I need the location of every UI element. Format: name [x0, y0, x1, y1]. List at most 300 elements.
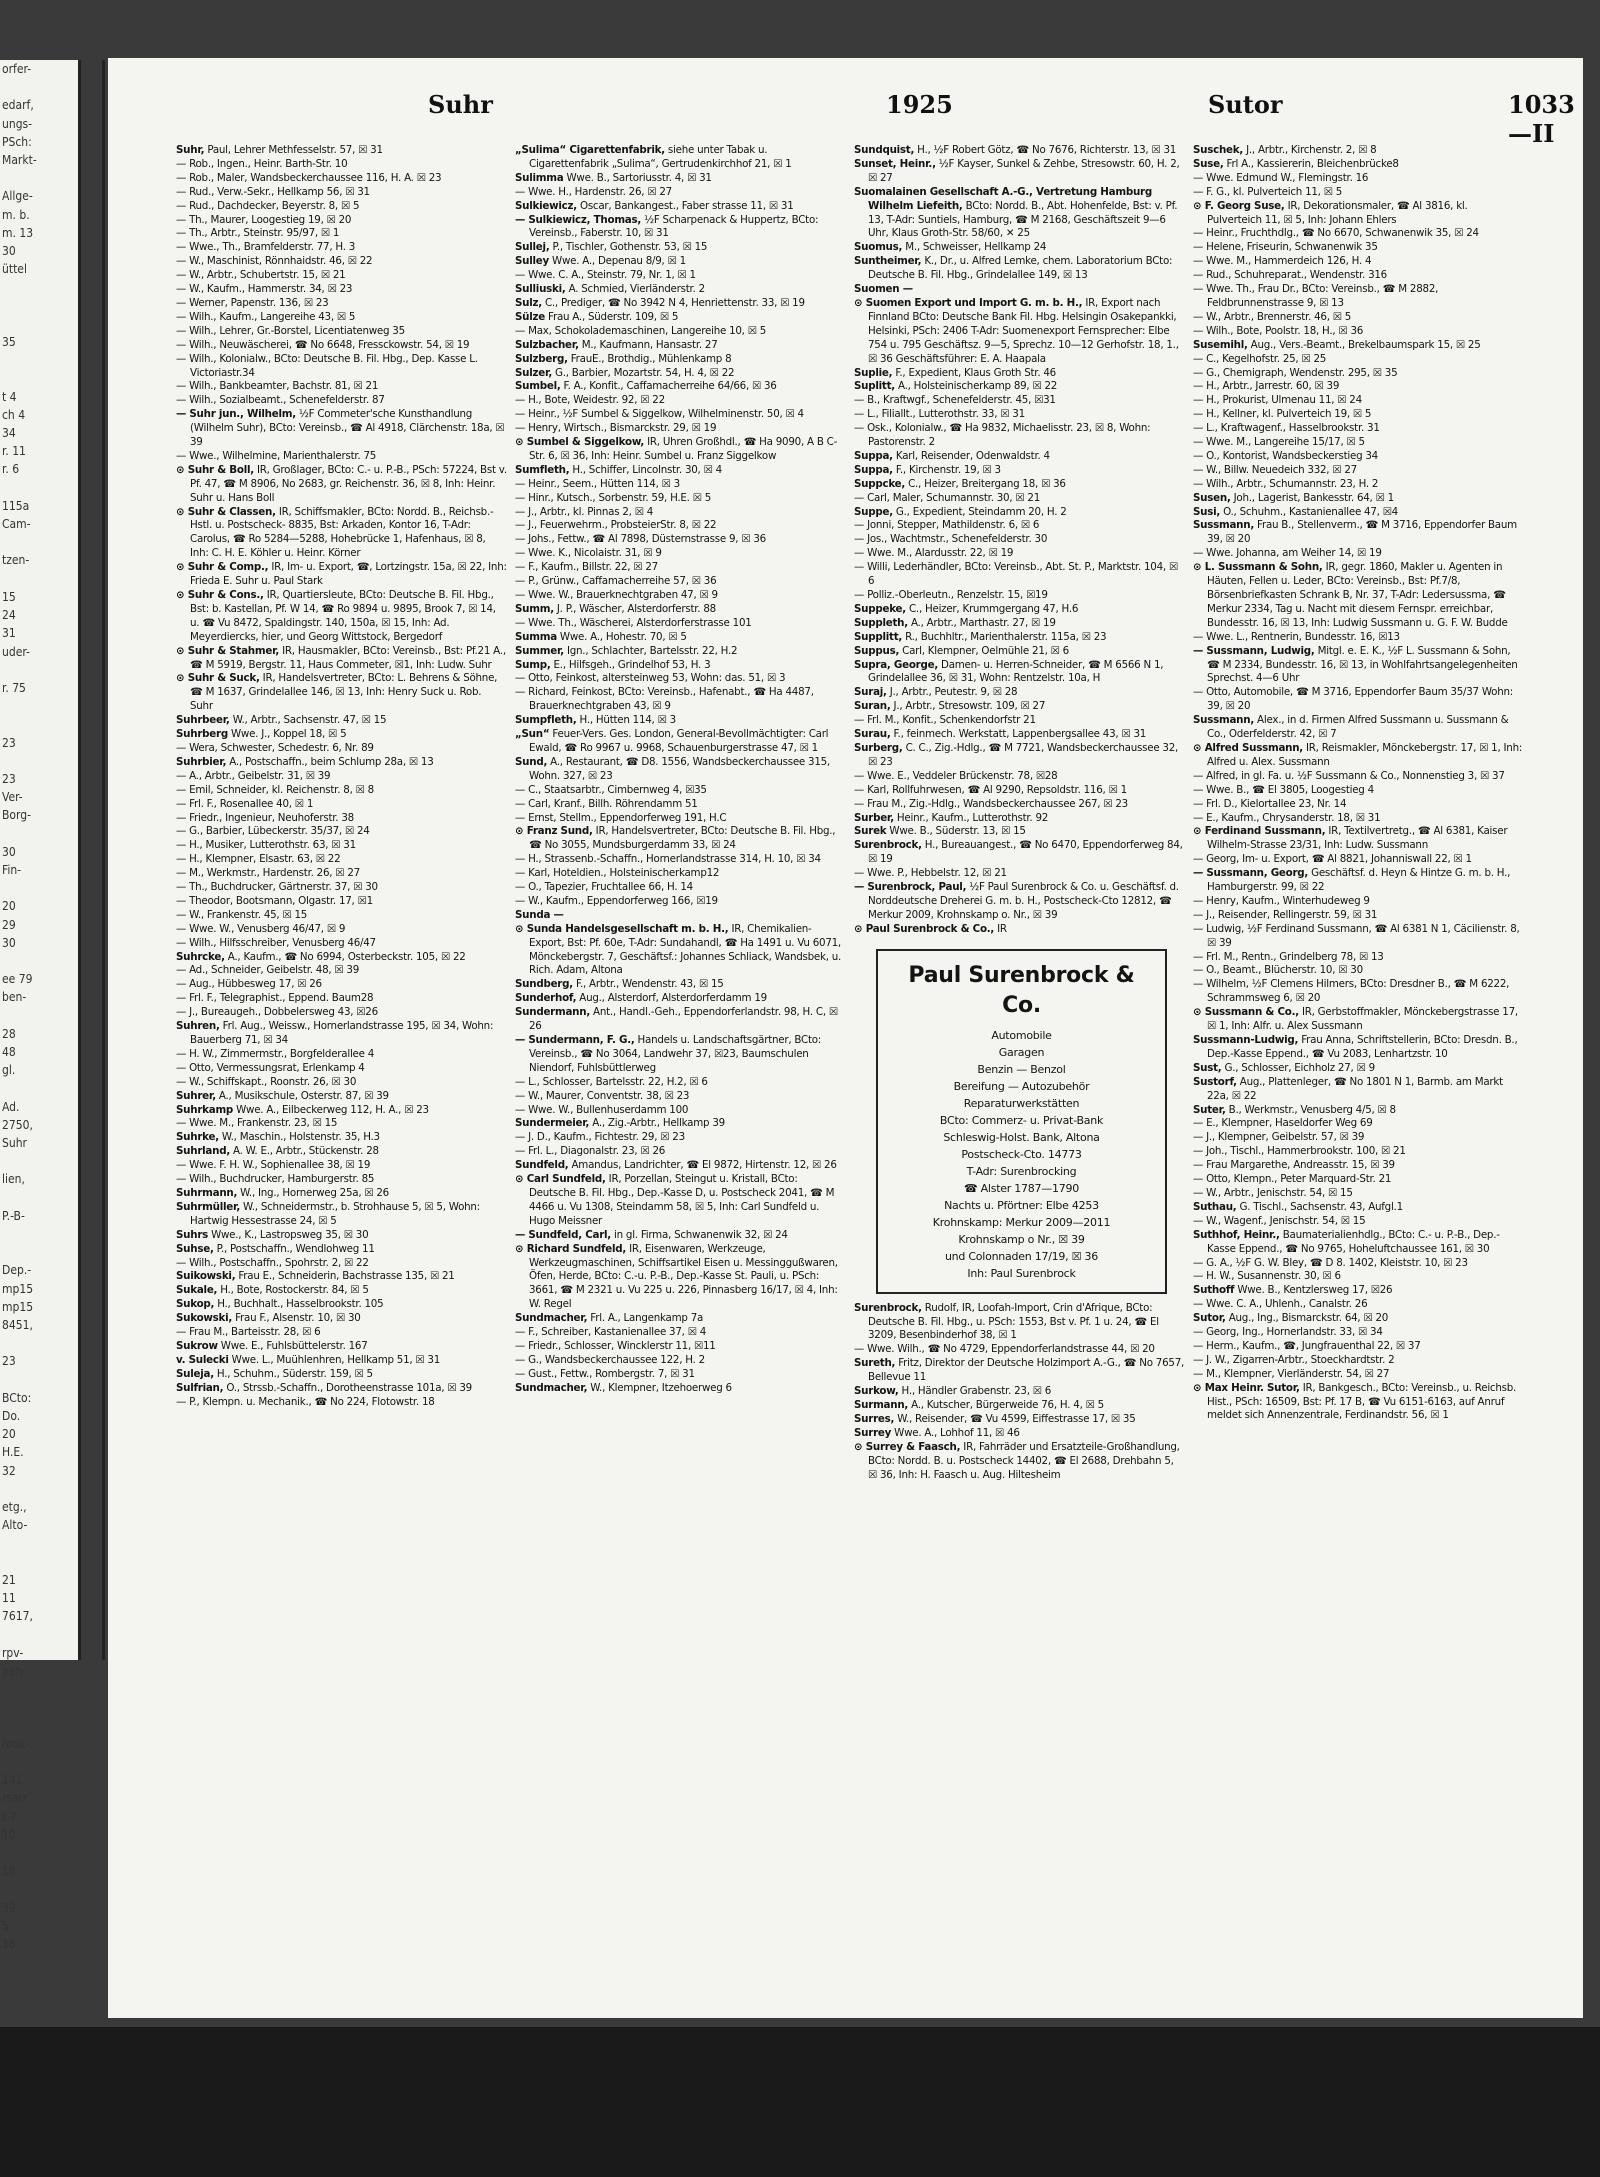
directory-entry — [515, 547, 846, 561]
previous-page-fragment: rsatr — [2, 1791, 28, 1806]
directory-entry — [1193, 853, 1524, 867]
directory-entry — [1193, 325, 1524, 339]
entry-details: — Henry, Kaufm., Winterhudeweg 9 — [1193, 894, 1370, 907]
directory-entry — [1193, 255, 1524, 269]
directory-entry — [1193, 867, 1524, 895]
entry-details: — Otto, Vermessungsrat, Erlenkamp 4 — [176, 1061, 365, 1074]
entry-name: Susen, — [1193, 491, 1231, 504]
entry-details: J. P., Wäscher, Alsterdorferstr. 88 — [553, 602, 716, 615]
entry-details: — W., Schiffskapt., Roonstr. 26, ☒ 30 — [176, 1075, 357, 1088]
entry-details: — Karl, Rollfuhrwesen, ☎ Al 9290, Repsoldstr. 116, ☒ 1 — [854, 783, 1127, 796]
entry-details: H., Schiffer, Lincolnstr. 30, ☒ 4 — [569, 463, 722, 476]
previous-page-fragment: 5 — [2, 1918, 9, 1933]
previous-page-fragment: m. 13 — [2, 225, 34, 240]
entry-details: — W., Maurer, Conventstr. 38, ☒ 23 — [515, 1089, 690, 1102]
entry-details: — Wwe., Wilhelmine, Marienthalerstr. 75 — [176, 449, 377, 462]
entry-name: ⊙ Sussmann & Co., — [1193, 1006, 1299, 1019]
directory-entry — [854, 812, 1185, 826]
entry-name: Suhrland, — [176, 1145, 230, 1158]
entry-name: Sunda — — [515, 908, 564, 921]
directory-entry — [176, 214, 507, 228]
directory-entry — [1193, 547, 1524, 561]
entry-details: Frl A., Kassiererin, Bleichenbrücke8 — [1223, 157, 1399, 170]
entry-name: Suomen — — [854, 283, 913, 296]
directory-entry — [1193, 1117, 1524, 1131]
directory-entry — [515, 380, 846, 394]
entry-details: B., Werkmstr., Venusberg 4/5, ☒ 8 — [1225, 1103, 1396, 1116]
entry-details: — Jonni, Stepper, Mathildenstr. 6, ☒ 6 — [854, 519, 1040, 532]
directory-entry — [1193, 1354, 1524, 1368]
previous-page-fragment: rpv- — [2, 1645, 24, 1660]
directory-entry — [1193, 241, 1524, 255]
entry-details: — H. W., Susannenstr. 30, ☒ 6 — [1193, 1270, 1341, 1283]
entry-name: Supra, George, — [854, 658, 938, 671]
entry-name: ⊙ Paul Surenbrock & Co., — [854, 922, 995, 935]
entry-name: Sukale, — [176, 1284, 218, 1297]
directory-entry — [515, 186, 846, 200]
directory-entry — [515, 798, 846, 812]
entry-details: — Wwe. C. A., Uhlenh., Canalstr. 26 — [1193, 1298, 1368, 1311]
directory-entry — [854, 770, 1185, 784]
entry-name: Suntheimer, — [854, 255, 922, 268]
previous-page-fragment — [0, 1225, 78, 1243]
entry-details: — W., Arbtr., Brennerstr. 46, ☒ 5 — [1193, 310, 1352, 323]
entry-name: — Surenbrock, Paul, — [854, 881, 967, 894]
entry-details: — O., Kontorist, Wandsbeckerstieg 34 — [1193, 449, 1378, 462]
directory-entry — [854, 255, 1185, 283]
page-header — [258, 90, 1575, 148]
previous-page-fragment: 23 — [2, 735, 16, 750]
entry-details: O., Strssb.-Schaffn., Dorotheenstrasse 101a, ☒ 39 — [223, 1381, 472, 1394]
entry-details: — Frl. M., Rentn., Grindelberg 78, ☒ 13 — [1193, 950, 1384, 963]
entry-name: — Sulkiewicz, Thomas, — [515, 213, 642, 226]
advertisement-line: Benzin — Benzol — [977, 1062, 1066, 1076]
entry-details: — Wwe. M., Alardusstr. 22, ☒ 19 — [854, 547, 1014, 560]
entry-name: Sukrow — [176, 1339, 218, 1352]
previous-page-fragment: rook- — [2, 1736, 30, 1751]
entry-details: ½F Scharpenack & Huppertz, BCto: Vereinsb., Faberstr. 10, ☒ 31 — [529, 213, 819, 240]
entry-details: — Max, Schokolademaschinen, Langereihe 10, ☒ 5 — [515, 324, 767, 337]
entry-details: IR, Eisenwaren, Werkzeuge, Werkzeugmaschinen, Schiffsartikel Eisen u. Messinggußwaren, Öfen, Herde, BCto: C.-u. P.-B., Dep.-Kasse St. Pauli, u. PSch: 3661, ☎ M 2321 u. Vu 225 u. 226, Pinnasberg 16/17, ☒ 4, Inh: W. Regel — [529, 1242, 838, 1311]
directory-entry — [176, 756, 507, 770]
directory-entry — [1193, 464, 1524, 478]
advertisement-line: Inh: Paul Surenbrock — [967, 1266, 1076, 1280]
entry-name: ⊙ Ferdinand Sussmann, — [1193, 825, 1326, 838]
directory-entry — [176, 380, 507, 394]
directory-entry — [854, 422, 1185, 450]
entry-details: F., Kirchenstr. 19, ☒ 3 — [892, 463, 1001, 476]
previous-page-fragment — [0, 1152, 78, 1170]
directory-entry — [515, 825, 846, 853]
entry-details: — H., Musiker, Lutterothstr. 63, ☒ 31 — [176, 839, 356, 852]
directory-entry — [515, 728, 846, 756]
previous-page-fragment: BCto: — [2, 1390, 32, 1405]
directory-entry — [176, 506, 507, 562]
entry-details: — Wwe. L., Rentnerin, Bundesstr. 16, ☒13 — [1193, 630, 1400, 643]
entry-name: Suppus, — [854, 644, 900, 657]
directory-entry — [176, 951, 507, 965]
previous-page-fragment — [0, 278, 78, 296]
directory-entry — [515, 1034, 846, 1076]
entry-name: Sulliuski, — [515, 283, 566, 296]
entry-name: Sundermann, — [515, 1006, 591, 1019]
directory-entry — [1193, 158, 1524, 172]
directory-entry — [176, 353, 507, 381]
directory-entry — [515, 1382, 846, 1396]
previous-page-fragment — [0, 661, 78, 679]
entry-name: Sulkiewicz, — [515, 199, 577, 212]
entry-details: in gl. Firma, Schwanenwik 32, ☒ 24 — [610, 1228, 788, 1241]
previous-page-fragment — [0, 1371, 78, 1389]
directory-entry — [1193, 909, 1524, 923]
entry-name: ⊙ F. Georg Suse, — [1193, 199, 1285, 212]
previous-page-fragment — [0, 533, 78, 551]
directory-entry — [1193, 964, 1524, 978]
entry-details: — J. D., Kaufm., Fichtestr. 29, ☒ 23 — [515, 1131, 685, 1144]
entry-details: — Frl. L., Diagonalstr. 23, ☒ 26 — [515, 1145, 666, 1158]
directory-entry — [1193, 561, 1524, 631]
entry-details: A., Postschaffn., beim Schlump 28a, ☒ 13 — [226, 755, 434, 768]
directory-entry — [176, 909, 507, 923]
previous-page-fragment: edarf, — [2, 98, 34, 113]
advertisement-title: Paul Surenbrock & Co. — [908, 962, 1135, 1018]
entry-name: Sukop, — [176, 1298, 215, 1311]
previous-page-fragment: 28 — [2, 1026, 16, 1041]
directory-entry — [176, 1159, 507, 1173]
entry-details: Wwe. A., Hohestr. 70, ☒ 5 — [556, 630, 687, 643]
directory-entry — [854, 297, 1185, 367]
entry-name: Sulz, — [515, 296, 542, 309]
directory-entry — [176, 770, 507, 784]
entry-details: F., Expedient, Klaus Groth Str. 46 — [892, 366, 1056, 379]
directory-entry — [176, 144, 507, 158]
directory-entry — [176, 1145, 507, 1159]
entry-name: Surberg, — [854, 741, 903, 754]
entry-details: IR, Textilvertretg., ☎ Al 6381, Kaiser Wilhelm-Strasse 23/31, Inh: Ludw. Sussmann — [1207, 825, 1508, 852]
entry-name: Suhse, — [176, 1242, 214, 1255]
entry-details: — G. A., ½F G. W. Bley, ☎ D 8. 1402, Kleiststr. 10, ☒ 23 — [1193, 1256, 1468, 1269]
previous-page-fragment: uder- — [2, 644, 30, 659]
entry-details: — W., Arbtr., Jenischstr. 54, ☒ 15 — [1193, 1186, 1353, 1199]
entry-details: Wwe. E., Fuhlsbüttelerstr. 167 — [217, 1339, 368, 1352]
directory-entry — [854, 1399, 1185, 1413]
entry-details: — W., Kaufm., Hammerstr. 34, ☒ 23 — [176, 283, 353, 296]
entry-details: — Wera, Schwester, Schedestr. 6, Nr. 89 — [176, 741, 374, 754]
directory-entry — [515, 909, 846, 923]
entry-details: — H., Klempner, Elsastr. 63, ☒ 22 — [176, 853, 341, 866]
entry-name: Sund, — [515, 755, 548, 768]
column-1 — [176, 144, 507, 1482]
entry-name: „Sulima“ Cigarettenfabrik, — [515, 144, 665, 156]
directory-entry — [176, 1243, 507, 1257]
entry-details: — Georg, Ing., Hornerlandstr. 33, ☒ 34 — [1193, 1326, 1383, 1339]
entry-details: — Herm., Kaufm., ☎, Jungfrauenthal 22, ☒ 37 — [1193, 1339, 1421, 1352]
directory-page — [108, 58, 1583, 2018]
directory-entry — [515, 631, 846, 645]
previous-page-fragment: t.7 — [2, 1809, 17, 1824]
entry-details: IR, Dekorationsmaler, ☎ Al 3816, kl. Pulverteich 11, ☒ 5, Inh: Johann Ehlers — [1207, 199, 1468, 226]
previous-page-fragment: gl. — [2, 1063, 16, 1078]
directory-entry — [176, 672, 507, 714]
entry-details: — Ernst, Stellm., Eppendorferweg 191, H.C — [515, 811, 727, 824]
directory-entry — [176, 1076, 507, 1090]
entry-details: — Frl. D., Kielortallee 23, Nr. 14 — [1193, 797, 1347, 810]
entry-details: — J., Feuerwehrm., ProbsteierStr. 8, ☒ 22 — [515, 519, 717, 532]
directory-entry — [1193, 1229, 1524, 1257]
entry-details: W., Reisender, ☎ Vu 4599, Eiffestrasse 17, ☒ 35 — [894, 1412, 1136, 1425]
entry-details: IR, Großlager, BCto: C.- u. P.-B., PSch: 57224, Bst v. Pf. 47, ☎ M 8906, No 2683, gr. Reichenstr. 36, ☒ 8, Inh: Heinr. Suhr u. Hans Boll — [190, 463, 507, 504]
previous-page-fragment: r. 75 — [2, 680, 26, 695]
entry-name: ⊙ Suhr & Stahmer, — [176, 644, 280, 657]
previous-page-fragment — [0, 1844, 78, 1862]
entry-name: ⊙ Franz Sund, — [515, 825, 593, 838]
entry-details: Mitgl. e. E. K., ½F L. Sussmann & Sohn, ☎ M 2334, Bundesstr. 16, ☒ 13, in Wohlfahrtsangelegenheiten Sprechst. 4—6 Uhr — [1207, 644, 1518, 685]
entry-name: Sullej, — [515, 241, 550, 254]
entry-details: — Wwe. E., Veddeler Brückenstr. 78, ☒28 — [854, 769, 1058, 782]
directory-entry — [1193, 798, 1524, 812]
entry-name: Suppcke, — [854, 477, 906, 490]
directory-entry — [854, 1385, 1185, 1399]
entry-name: Suhr, — [176, 144, 205, 156]
directory-entry — [1193, 1159, 1524, 1173]
directory-entry — [176, 937, 507, 951]
entry-details: — Wwe. C. A., Steinstr. 79, Nr. 1, ☒ 1 — [515, 269, 696, 282]
previous-page-fragment: P.-B- — [2, 1208, 25, 1223]
entry-details: IR, Gerbstoffmakler, Mönckebergstrasse 17, ☒ 1, Inh: Alfr. u. Alex Sussmann — [1207, 1006, 1518, 1033]
directory-entry — [1193, 1298, 1524, 1312]
entry-details: — Wilh., Hilfsschreiber, Venusberg 46/47 — [176, 936, 376, 949]
entry-details: Joh., Lagerist, Bankesstr. 64, ☒ 1 — [1230, 491, 1394, 504]
entry-details: — Wilh., Sozialbeamt., Schenefelderstr. 87 — [176, 394, 385, 407]
entry-details: — Wwe. W., Venusberg 46/47, ☒ 9 — [176, 922, 346, 935]
entry-details: — Wwe. Th., Frau Dr., BCto: Vereinsb., ☎ M 2882, Feldbrunnenstrasse 9, ☒ 13 — [1193, 283, 1439, 309]
previous-page-fragment: 8451, — [2, 1318, 33, 1333]
entry-name: Surenbrock, — [854, 1301, 922, 1314]
entry-details: — Wilh., Arbtr., Schumannstr. 23, H. 2 — [1193, 477, 1379, 490]
previous-page-fragment — [0, 752, 78, 770]
previous-page-fragment — [0, 825, 78, 843]
entry-details: — P., Klempn. u. Mechanik., ☎ No 224, Flotowstr. 18 — [176, 1395, 435, 1408]
previous-page-fragment: ee 79 — [2, 972, 33, 987]
previous-page-fragment — [0, 297, 78, 315]
directory-entry — [515, 812, 846, 826]
directory-entry — [854, 798, 1185, 812]
directory-entry — [1193, 1340, 1524, 1354]
directory-entry — [1193, 631, 1524, 645]
entry-details: — Otto, Klempn., Peter Marquard-Str. 21 — [1193, 1173, 1392, 1186]
directory-entry — [176, 978, 507, 992]
previous-page-fragment: 23 — [2, 771, 16, 786]
previous-page-fragment — [0, 369, 78, 387]
directory-entry — [1193, 742, 1524, 770]
directory-entry — [176, 784, 507, 798]
directory-entry — [176, 1131, 507, 1145]
entry-details: — M., Klempner, Vierländerstr. 54, ☒ 27 — [1193, 1367, 1390, 1380]
directory-entry — [1193, 144, 1524, 158]
entry-details: IR, Quartiersleute, BCto: Deutsche B. Fil. Hbg., Bst: b. Kastellan, Pf. W 14, ☎ Ro 9894 u. 9895, Brook 7, ☒ 14, u. ☎ Vu 8472, Spaldingstr. 140, 150a, ☒ 15, Inh: Ad. Meyerdiercks, hier, und Georg Wittstock, Bergedorf — [190, 589, 496, 643]
entry-details: C., Heizer, Krummgergang 47, H.6 — [905, 602, 1079, 615]
entry-details: — Wilh., Lehrer, Gr.-Borstel, Licentiatenweg 35 — [176, 324, 405, 337]
entry-details: G. Tischl., Sachsenstr. 43, Aufgl.1 — [1236, 1200, 1403, 1213]
previous-page-fragment — [0, 1716, 78, 1734]
entry-details: W., Schneidermstr., b. Strohhause 5, ☒ 5, Wohn: Hartwig Hessestrasse 24, ☒ 5 — [190, 1200, 480, 1227]
directory-entry — [515, 269, 846, 283]
previous-page-fragment: lien, — [2, 1172, 25, 1187]
previous-page-fragment: PSch: — [2, 134, 32, 149]
entry-details: — J., Reisender, Rellingerstr. 59, ☒ 31 — [1193, 908, 1378, 921]
previous-page-fragment: Cam- — [2, 517, 31, 532]
entry-details: H., Buchhalt., Hasselbrookstr. 105 — [214, 1298, 384, 1311]
directory-entry — [176, 297, 507, 311]
previous-page-fragment: 29 — [2, 917, 16, 932]
directory-entry — [515, 506, 846, 520]
previous-page-fragment — [0, 1880, 78, 1898]
directory-entry — [1193, 478, 1524, 492]
entry-name: Surrey — [854, 1426, 892, 1439]
entry-name: Sump, — [515, 658, 551, 671]
entry-name: Sundberg, — [515, 978, 573, 991]
directory-entry — [515, 1340, 846, 1354]
directory-entry — [176, 158, 507, 172]
directory-entry — [176, 241, 507, 255]
advertisement-line: Nachts u. Pförtner: Elbe 4253 — [944, 1198, 1099, 1212]
entry-details: — Georg, Im- u. Export, ☎ Al 8821, Johanniswall 22, ☒ 1 — [1193, 853, 1472, 866]
previous-page-fragment: 21 — [2, 1572, 16, 1587]
entry-details: — O., Tapezier, Fruchtallee 66, H. 14 — [515, 881, 693, 894]
entry-details: — Otto, Feinkost, altersteinweg 53, Wohn: das. 51, ☒ 3 — [515, 672, 786, 685]
directory-entry — [515, 283, 846, 297]
directory-entry — [854, 241, 1185, 255]
entry-name: Suthau, — [1193, 1200, 1237, 1213]
directory-entry — [854, 158, 1185, 186]
entry-details: Frau F., Alsenstr. 10, ☒ 30 — [232, 1312, 361, 1325]
entry-details: C., Heizer, Breitergang 18, ☒ 36 — [905, 477, 1066, 490]
directory-entry — [176, 1312, 507, 1326]
directory-entry — [515, 756, 846, 784]
previous-page-fragment — [0, 697, 78, 715]
directory-entry — [854, 492, 1185, 506]
entry-details: — Wwe., Th., Bramfelderstr. 77, H. 3 — [176, 241, 356, 254]
directory-entry — [176, 853, 507, 867]
directory-entry — [854, 923, 1185, 937]
previous-page-fragment: 115a — [2, 498, 30, 513]
directory-entry — [1193, 172, 1524, 186]
directory-entry — [176, 645, 507, 673]
directory-entry — [515, 784, 846, 798]
entry-details: Frau B., Stellenverm., ☎ M 3716, Eppendorfer Baum 39, ☒ 20 — [1207, 519, 1517, 546]
directory-entry — [176, 1201, 507, 1229]
directory-entry — [854, 825, 1185, 839]
directory-entry — [515, 686, 846, 714]
directory-entry — [854, 519, 1185, 533]
entry-details: Heinr., Kaufm., Lutterothstr. 92 — [893, 811, 1049, 824]
entry-details: — Rud., Dachdecker, Beyerstr. 8, ☒ 5 — [176, 199, 360, 212]
previous-page-fragment: etg., — [2, 1500, 27, 1515]
directory-entry — [176, 1270, 507, 1284]
entry-details: Aug., Ing., Bismarckstr. 64, ☒ 20 — [1225, 1312, 1389, 1325]
directory-entry — [854, 589, 1185, 603]
entry-details: — Th., Buchdrucker, Gärtnerstr. 37, ☒ 30 — [176, 881, 378, 894]
entry-details: — Helene, Friseurin, Schwanenwik 35 — [1193, 241, 1378, 254]
entry-details: R., Buchhltr., Marienthalerstr. 115a, ☒ 23 — [902, 630, 1107, 643]
entry-details: M., Schweisser, Hellkamp 24 — [902, 241, 1047, 254]
directory-entry — [515, 895, 846, 909]
entry-details: — W., Maschinist, Rönnhaidstr. 46, ☒ 22 — [176, 255, 373, 268]
directory-entry — [1193, 686, 1524, 714]
previous-page-fragment: 31 — [2, 626, 16, 641]
entry-details: — G., Chemigraph, Wendenstr. 295, ☒ 35 — [1193, 366, 1398, 379]
entry-name: Sulimma — [515, 171, 564, 184]
entry-details: — Friedr., Schlosser, Wincklerstr 11, ☒11 — [515, 1339, 716, 1352]
entry-details: H., Schuhm., Süderstr. 159, ☒ 5 — [213, 1367, 373, 1380]
entry-details: F. A., Konfit., Caffamacherreihe 64/66, ☒ 36 — [560, 380, 777, 393]
directory-entry — [1193, 1062, 1524, 1076]
entry-name: Suter, — [1193, 1103, 1226, 1116]
entry-details: — Gust., Fettw., Rombergstr. 7, ☒ 31 — [515, 1367, 695, 1380]
entry-name: Summ, — [515, 602, 554, 615]
entry-details: H., ½F Robert Götz, ☎ No 7676, Richterstr. 13, ☒ 31 — [914, 144, 1177, 156]
entry-name: Suhrmüller, — [176, 1200, 240, 1213]
directory-entry — [854, 561, 1185, 589]
directory-entry — [176, 1396, 507, 1410]
entry-details: — Wilh., Bote, Poolstr. 18, H., ☒ 36 — [1193, 324, 1364, 337]
advertisement-line: und Colonnaden 17/19, ☒ 36 — [944, 1249, 1099, 1263]
directory-entry — [176, 1104, 507, 1118]
entry-details: — Frau Margarethe, Andreasstr. 15, ☒ 39 — [1193, 1159, 1395, 1172]
entry-name: Suhrbeer, — [176, 714, 230, 727]
directory-entry — [854, 547, 1185, 561]
directory-entry — [515, 575, 846, 589]
directory-entry — [176, 839, 507, 853]
directory-entry — [515, 992, 846, 1006]
previous-page-fragment: mp15 — [2, 1299, 34, 1314]
directory-entry — [515, 1006, 846, 1034]
previous-page-fragment — [0, 169, 78, 187]
directory-entry — [854, 1357, 1185, 1385]
directory-entry — [515, 492, 846, 506]
entry-name: Suschek, — [1193, 144, 1244, 156]
entry-details: — Henry, Wirtsch., Bismarckstr. 29, ☒ 19 — [515, 422, 717, 435]
previous-page-fragment: 18 — [2, 1936, 16, 1951]
entry-name: Suplie, — [854, 366, 893, 379]
entry-name: Sussmann, — [1193, 519, 1255, 532]
directory-entry — [854, 700, 1185, 714]
directory-entry — [515, 1368, 846, 1382]
previous-page-fragment — [0, 1480, 78, 1498]
entry-name: Suppeke, — [854, 602, 906, 615]
entry-details: — W., Wagenf., Jenischstr. 54, ☒ 15 — [1193, 1214, 1366, 1227]
previous-page-fragment — [0, 1698, 78, 1716]
previous-page-fragment: tzen- — [2, 553, 30, 568]
entry-name: Sundermeier, — [515, 1117, 590, 1130]
entry-name: Suhrke, — [176, 1131, 219, 1144]
directory-entry — [176, 283, 507, 297]
entry-details: H., Händler Grabenstr. 23, ☒ 6 — [898, 1385, 1052, 1398]
entry-name: — Sundermann, F. G., — [515, 1034, 635, 1046]
directory-entry — [1193, 895, 1524, 909]
directory-entry — [1193, 227, 1524, 241]
directory-entry — [854, 186, 1185, 242]
entry-details: — Polliz.-Oberleutn., Renzelstr. 15, ☒19 — [854, 589, 1048, 601]
directory-entry — [176, 923, 507, 937]
directory-entry — [854, 380, 1185, 394]
entry-details: — J., Bureaugeh., Dobbelersweg 43, ☒26 — [176, 1006, 378, 1019]
directory-entry — [1193, 1215, 1524, 1229]
directory-entry — [515, 533, 846, 547]
directory-entry — [176, 825, 507, 839]
directory-entry — [515, 325, 846, 339]
directory-entry — [515, 436, 846, 464]
